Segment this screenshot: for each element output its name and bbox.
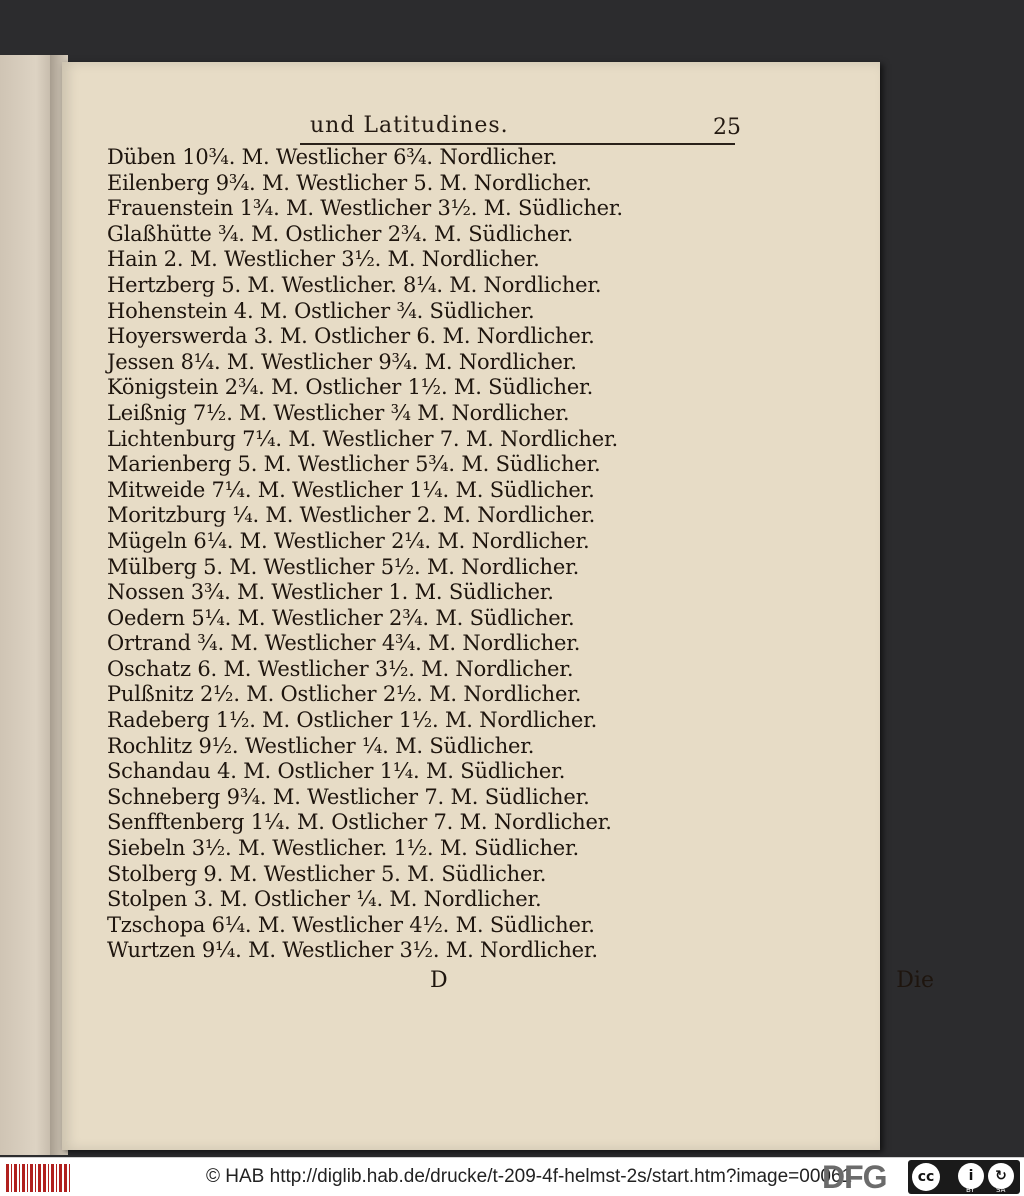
list-item: Stolpen 3. M. Ostlicher ¼. M. Nordlicher. bbox=[107, 887, 542, 912]
list-item: Jessen 8¼. M. Westlicher 9¾. M. Nordlicher. bbox=[107, 349, 577, 374]
list-item: Düben 10¾. M. Westlicher 6¾. Nordlicher. bbox=[107, 145, 558, 169]
dfg-logo: DFG bbox=[822, 1159, 887, 1195]
attribution-icon: i bbox=[958, 1163, 984, 1189]
list-item: Leißnig 7½. M. Westlicher ¾ M. Nordlicher. bbox=[107, 400, 570, 425]
list-item: Nossen 3¾. M. Westlicher 1. M. Südlicher. bbox=[107, 580, 554, 605]
share-alike-icon: ↻ bbox=[988, 1163, 1014, 1189]
copyright-link[interactable]: © HAB http://diglib.hab.de/drucke/t-209-4f-helmst-2s/start.htm?image=00061 bbox=[206, 1166, 853, 1187]
sa-label: SA bbox=[996, 1186, 1006, 1194]
list-item: Tzschopa 6¼. M. Westlicher 4½. M. Südlicher. bbox=[107, 912, 595, 937]
list-item: Oschatz 6. M. Westlicher 3½. M. Nordlicher. bbox=[107, 656, 574, 681]
list-item: Königstein 2¾. M. Ostlicher 1½. M. Südlicher. bbox=[107, 375, 594, 400]
list-item: Hain 2. M. Westlicher 3½. M. Nordlicher. bbox=[107, 247, 540, 272]
coordinates-list bbox=[107, 145, 627, 964]
list-item: Siebeln 3½. M. Westlicher. 1½. M. Südlicher. bbox=[107, 836, 580, 861]
list-item: Rochlitz 9½. Westlicher ¼. M. Südlicher. bbox=[107, 733, 535, 758]
list-item: Marienberg 5. M. Westlicher 5¾. M. Südlicher. bbox=[107, 452, 601, 477]
list-item: Moritzburg ¼. M. Westlicher 2. M. Nordlicher. bbox=[107, 503, 596, 528]
signature-mark: D bbox=[430, 968, 448, 993]
list-item: Mitweide 7¼. M. Westlicher 1¼. M. Südlicher. bbox=[107, 477, 595, 502]
list-item: Hoyerswerda 3. M. Ostlicher 6. M. Nordlicher. bbox=[107, 324, 595, 349]
list-item: Mügeln 6¼. M. Westlicher 2¼. M. Nordlicher. bbox=[107, 528, 590, 553]
list-item: Stolberg 9. M. Westlicher 5. M. Südlicher. bbox=[107, 861, 547, 886]
by-label: BY bbox=[966, 1186, 975, 1194]
cc-icon: cc bbox=[912, 1163, 940, 1191]
list-item: Radeberg 1½. M. Ostlicher 1½. M. Nordlicher. bbox=[107, 708, 598, 733]
list-item: Ortrand ¾. M. Westlicher 4¾. M. Nordlicher. bbox=[107, 631, 581, 656]
page-number: 25 bbox=[713, 115, 741, 140]
list-item: Schandau 4. M. Ostlicher 1¼. M. Südlicher. bbox=[107, 759, 566, 784]
list-item: Lichtenburg 7¼. M. Westlicher 7. M. Nordlicher. bbox=[107, 426, 618, 451]
list-item: Wurtzen 9¼. M. Westlicher 3½. M. Nordlicher. bbox=[107, 938, 598, 963]
catchword: Die bbox=[896, 968, 934, 993]
list-item: Pulßnitz 2½. M. Ostlicher 2½. M. Nordlicher. bbox=[107, 682, 582, 707]
list-item: Hertzberg 5. M. Westlicher. 8¼. M. Nordlicher. bbox=[107, 272, 602, 297]
viewer-footer bbox=[0, 1157, 1024, 1196]
list-item: Eilenberg 9¾. M. Westlicher 5. M. Nordlicher. bbox=[107, 170, 592, 195]
list-item: Glaßhütte ¾. M. Ostlicher 2¾. M. Südlicher. bbox=[107, 221, 574, 246]
running-head: und Latitudines. bbox=[310, 113, 509, 138]
list-item: Oedern 5¼. M. Westlicher 2¾. M. Südlicher. bbox=[107, 605, 575, 630]
list-item: Senfftenberg 1¼. M. Ostlicher 7. M. Nordlicher. bbox=[107, 810, 612, 835]
list-item: Mülberg 5. M. Westlicher 5½. M. Nordlicher. bbox=[107, 554, 580, 579]
hab-barcode-icon bbox=[6, 1164, 70, 1192]
list-item: Schneberg 9¾. M. Westlicher 7. M. Südlicher. bbox=[107, 784, 590, 809]
page-header bbox=[300, 113, 741, 145]
list-item: Frauenstein 1¾. M. Westlicher 3½. M. Südlicher. bbox=[107, 196, 623, 221]
cc-license-badge[interactable] bbox=[908, 1160, 1020, 1194]
list-item: Hohenstein 4. M. Ostlicher ¾. Südlicher. bbox=[107, 298, 535, 323]
